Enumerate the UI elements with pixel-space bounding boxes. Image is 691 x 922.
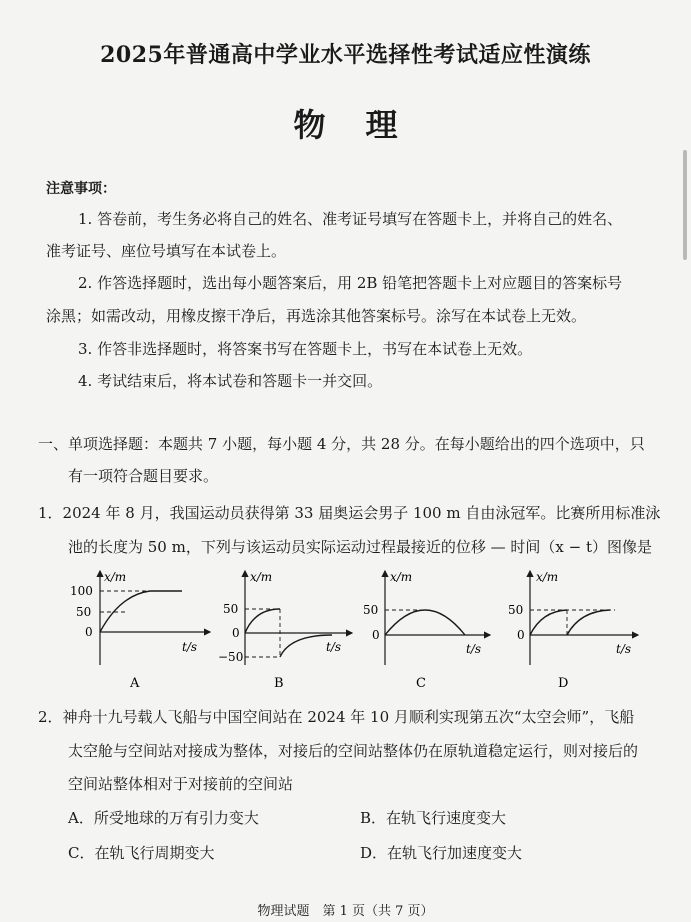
graph-d-curve-2: [567, 610, 610, 635]
scrollbar[interactable]: [683, 150, 687, 260]
section-heading-line-2: 有一项符合题目要求。: [68, 467, 219, 485]
notice-heading: 注意事项：: [46, 181, 116, 197]
graph-b-label-0: 0: [232, 626, 240, 640]
graph-a-label-50: 50: [76, 605, 92, 619]
graph-a-label-100: 100: [70, 584, 93, 598]
graph-a-t-axis-label: t/s: [182, 640, 198, 654]
graph-c-curve: [385, 610, 465, 635]
graph-b-label-neg50: −50: [218, 650, 244, 664]
q2-option-d: D．在轨飞行加速度变大: [360, 844, 523, 862]
q2-option-a: A．所受地球的万有引力变大: [68, 809, 259, 827]
notice-line-6: 4. 考试结束后，将本试卷和答题卡一并交回。: [78, 372, 383, 390]
graph-c-caption: C: [416, 676, 426, 690]
q1-line-1: 1．2024 年 8 月，我国运动员获得第 33 届奥运会男子 100 m 自由泳冠军。比赛所用标准泳: [38, 504, 661, 522]
graph-a-curve: [100, 591, 182, 632]
graph-c-label-50: 50: [363, 603, 379, 617]
graph-a-x-axis-label: x/m: [104, 570, 127, 584]
graph-c-t-axis-label: t/s: [466, 642, 482, 656]
notice-line-1: 1. 答卷前，考生务必将自己的姓名、准考证号填写在答题卡上，并将自己的姓名、: [78, 210, 623, 228]
graph-d-label-0: 0: [517, 628, 525, 642]
graph-a-label-0: 0: [85, 625, 93, 639]
q2-line-3: 空间站整体相对于对接前的空间站: [68, 775, 294, 793]
notice-line-4: 涂黑；如需改动，用橡皮擦干净后，再选涂其他答案标号。涂写在本试卷上无效。: [46, 307, 587, 325]
graph-d-curve-1: [530, 610, 567, 635]
notice-line-2: 准考证号、座位号填写在本试卷上。: [46, 242, 287, 260]
graph-d-t-axis-label: t/s: [616, 642, 632, 656]
q1-graphs-svg: [70, 565, 670, 690]
q2-line-2: 太空舱与空间站对接成为整体，对接后的空间站整体仍在原轨道稳定运行，则对接后的: [68, 742, 639, 760]
graph-c-x-axis-label: x/m: [390, 570, 413, 584]
section-heading-line-1: 一、单项选择题：本题共 7 小题，每小题 4 分，共 28 分。在每小题给出的四个选项中，只: [38, 435, 645, 453]
graph-d-caption: D: [558, 676, 569, 690]
subject-title: 物理: [293, 106, 438, 144]
graph-d-x-axis-label: x/m: [536, 570, 559, 584]
graph-a: [70, 570, 210, 690]
graph-b-curve-up: [245, 609, 280, 633]
q2-option-c: C．在轨飞行周期变大: [68, 844, 215, 862]
graph-d: [508, 570, 638, 690]
graph-b-curve-down: [280, 635, 332, 657]
page-footer: 物理试题 第 1 页（共 7 页）: [257, 904, 434, 919]
graph-b: [218, 570, 352, 690]
graph-b-label-50: 50: [223, 602, 239, 616]
graph-b-x-axis-label: x/m: [250, 570, 273, 584]
graph-a-caption: A: [130, 676, 140, 690]
graph-d-label-50: 50: [508, 603, 524, 617]
q1-graphs: [70, 565, 670, 690]
q1-line-2: 池的长度为 50 m，下列与该运动员实际运动过程最接近的位移 — 时间（x − t）图像是: [68, 538, 652, 556]
graph-b-caption: B: [274, 676, 284, 690]
notice-line-5: 3. 作答非选择题时，将答案书写在答题卡上，书写在本试卷上无效。: [78, 340, 533, 358]
q2-option-b: B．在轨飞行速度变大: [360, 809, 507, 827]
graph-c-label-0: 0: [372, 628, 380, 642]
graph-b-t-axis-label: t/s: [326, 640, 342, 654]
graph-c: [363, 570, 490, 690]
exam-title: 2025年普通高中学业水平选择性考试适应性演练: [100, 42, 591, 68]
notice-line-3: 2. 作答选择题时，选出每小题答案后，用 2B 铅笔把答题卡上对应题目的答案标号: [78, 274, 623, 292]
q2-line-1: 2．神舟十九号载人飞船与中国空间站在 2024 年 10 月顺利实现第五次“太空会师”，飞船: [38, 708, 635, 726]
